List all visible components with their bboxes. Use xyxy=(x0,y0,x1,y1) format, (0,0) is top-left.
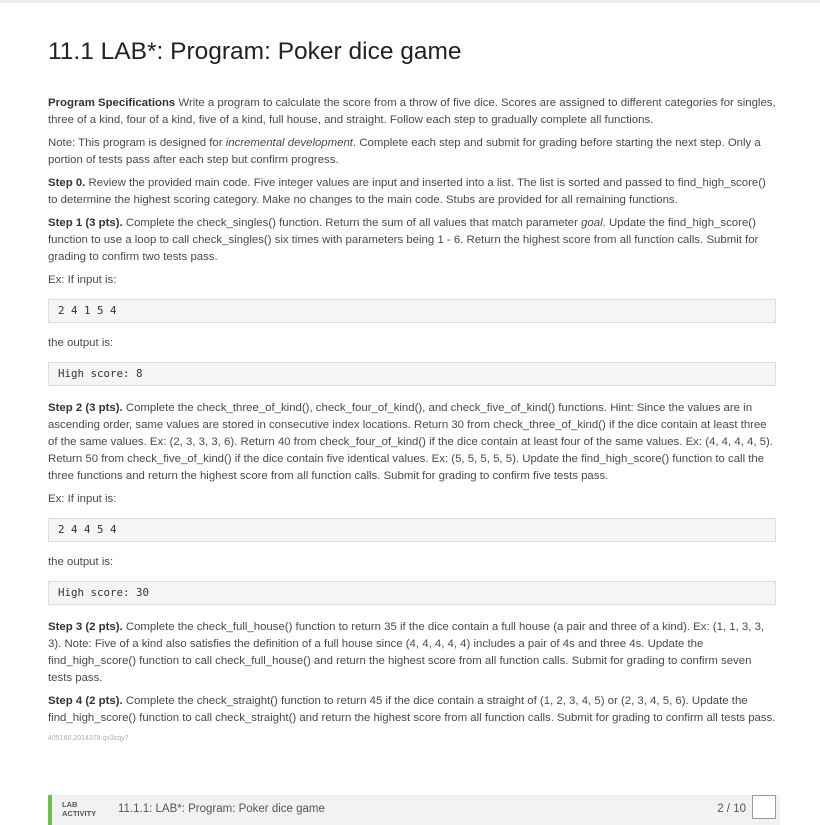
ex1-output-box: High score: 8 xyxy=(48,362,776,386)
step1-text-post: . Update the find_high_score() function to use a loop to call check_singles() six times with parameters being 1 - 6. Return the highest score from all function calls. Submit for grading to confirm two tests pass. xyxy=(48,217,759,263)
note-paragraph xyxy=(48,135,776,169)
lab-tag-line1: LAB xyxy=(62,800,78,809)
spec-paragraph xyxy=(48,95,776,129)
lab-activity-title: 11.1.1: LAB*: Program: Poker dice game xyxy=(118,803,325,815)
lab-content xyxy=(48,36,776,742)
step3-text: Complete the check_full_house() function to return 35 if the dice contain a full house (a pair and three of a kind). Ex: (1, 1, 3, 3, 3). Note: Five of a kind also satisfies the definition of a full house since (4, 4, 4, 4, 4) includes a pair of 4s and three 4s. Update the find_high_score() function to call check_full_house() and return the highest score from all function calls. Submit for grading to confirm seven tests pass. xyxy=(48,621,765,684)
note-text-post: . Complete each step and submit for grading before starting the next step. Only a portion of tests pass after each step but confirm progress. xyxy=(48,137,761,166)
step2-paragraph xyxy=(48,400,776,485)
ex2-output-label: the output is: xyxy=(48,556,114,568)
step2-label: Step 2 (3 pts). xyxy=(48,402,123,414)
step4-label: Step 4 (2 pts). xyxy=(48,695,123,707)
note-emphasis: incremental development xyxy=(225,137,353,149)
spec-text: Write a program to calculate the score from a throw of five dice. Scores are assigned to different categories for singles, three of a kind, four of a kind, five of a kind, full house, and straight. Follow each step to gradually complete all functions. xyxy=(48,97,776,126)
step0-label: Step 0. xyxy=(48,177,86,189)
ex1-input-label: Ex: If input is: xyxy=(48,274,117,286)
ex2-input-label: Ex: If input is: xyxy=(48,493,117,505)
step4-text: Complete the check_straight() function to return 45 if the dice contain a straight of (1, 2, 3, 4, 5) or (2, 3, 4, 5, 6). Update the find_high_score() function to call check_straight() and return the highest score from all function calls. Submit for grading to confirm all tests pass. xyxy=(48,695,776,724)
step1-paragraph xyxy=(48,215,776,266)
ex2-output-box: High score: 30 xyxy=(48,581,776,605)
step1-label: Step 1 (3 pts). xyxy=(48,217,123,229)
step1-emphasis: goal xyxy=(581,217,603,229)
lab-activity-bar[interactable] xyxy=(48,795,780,825)
lab-activity-tag xyxy=(62,800,96,818)
note-text-pre: Note: This program is designed for xyxy=(48,137,226,149)
spec-label: Program Specifications xyxy=(48,97,176,109)
completion-checkbox[interactable] xyxy=(752,795,776,819)
step4-paragraph xyxy=(48,693,776,727)
activity-id: 405160.2014378.qx3zqy7 xyxy=(48,735,129,742)
ex1-output-label: the output is: xyxy=(48,337,114,349)
step1-text-pre: Complete the check_singles() function. Return the sum of all values that match parameter xyxy=(122,217,582,229)
step2-text: Complete the check_three_of_kind(), check_four_of_kind(), and check_five_of_kind() functions. Hint: Since the values are in ascending order, same values are stored in consecutive index locations. Return 30 from check_three_of_kind() if the dice contain at least three of the same values. Ex: (2, 3, 3, 3, 6). Return 40 from check_four_of_kind() if the dice contain at least four of the same values. Ex: (4, 4, 4, 4, 5). Return 50 from check_five_of_kind() if the dice contain five identical values. Ex: (5, 5, 5, 5, 5). Update the find_high_score() function to call the three functions and return the highest score from all function calls. Submit for grading to confirm five tests pass. xyxy=(48,402,773,482)
step0-paragraph xyxy=(48,175,776,209)
ex2-input-box: 2 4 4 5 4 xyxy=(48,518,776,542)
page-title: 11.1 LAB*: Program: Poker dice game xyxy=(48,38,462,65)
step3-paragraph xyxy=(48,619,776,687)
step0-text: Review the provided main code. Five integer values are input and inserted into a list. The list is sorted and passed to find_high_score() to determine the highest scoring category. Make no changes to the main code. Stubs are provided for all remaining functions. xyxy=(48,177,766,206)
lab-score: 2 / 10 xyxy=(717,803,746,815)
lab-tag-line2: ACTIVITY xyxy=(62,809,97,818)
ex1-input-box: 2 4 1 5 4 xyxy=(48,299,776,323)
top-divider xyxy=(0,0,820,3)
step3-label: Step 3 (2 pts). xyxy=(48,621,123,633)
